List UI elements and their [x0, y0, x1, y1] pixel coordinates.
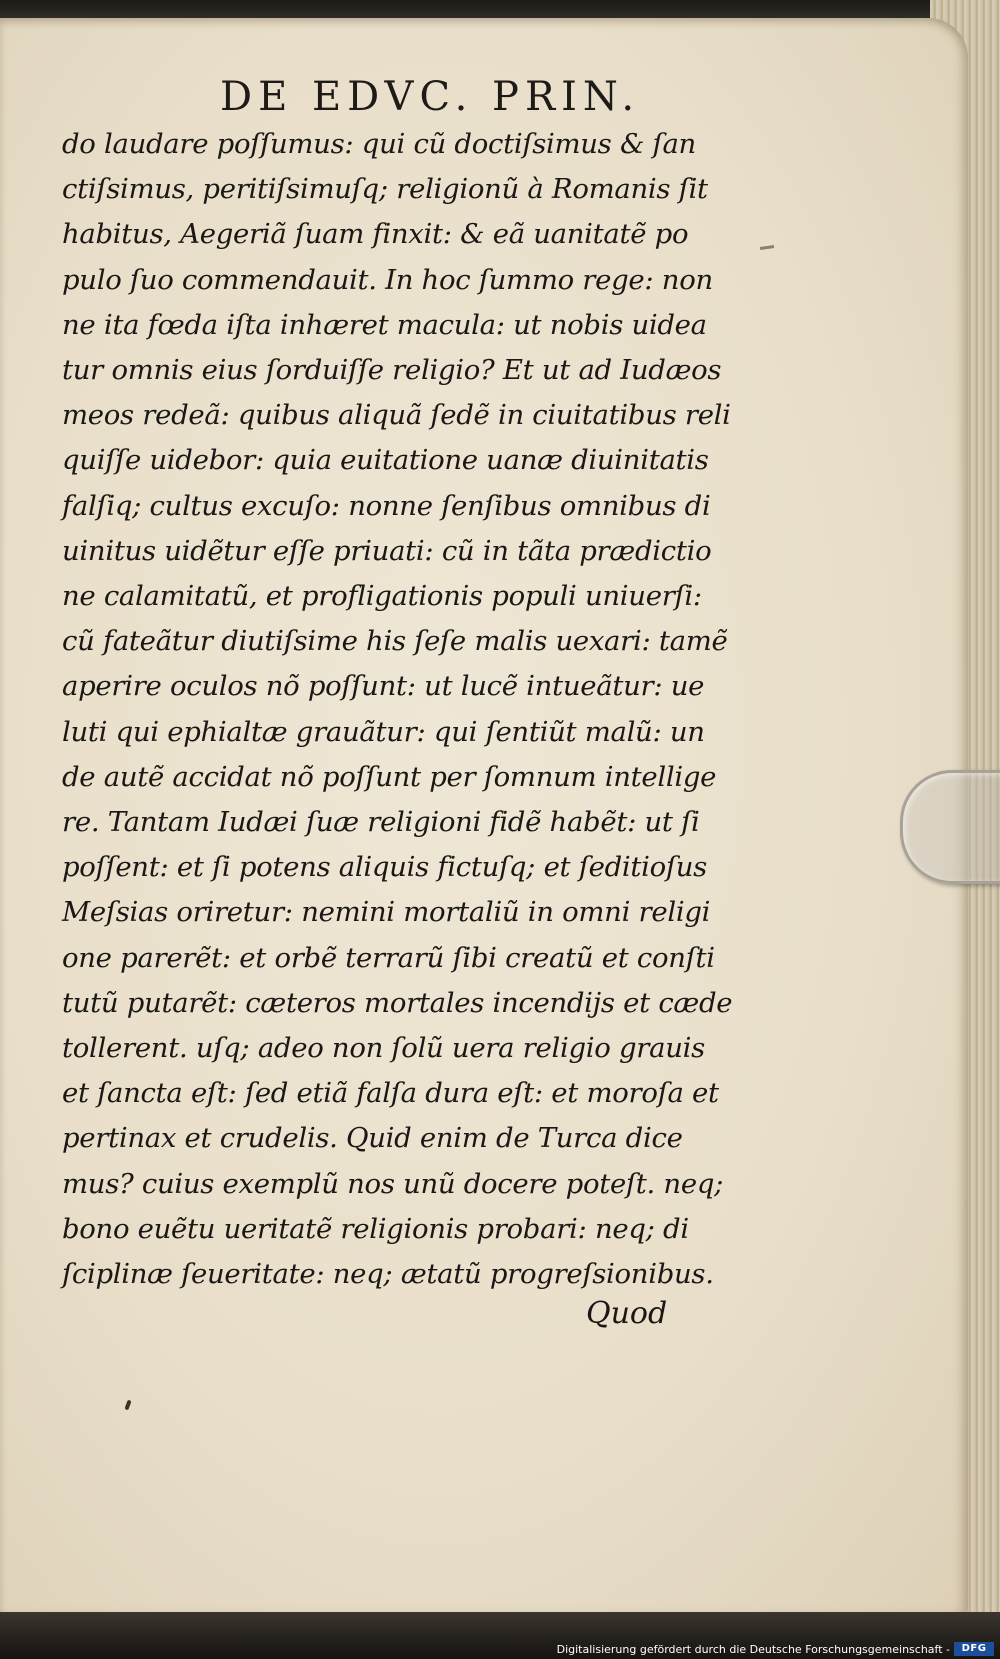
text-line: pertinax et crudelis. Quid enim de Turca dice [62, 1122, 683, 1155]
text-line: ne ita fœda iſta inhæret macula: ut nobis uidea [62, 308, 707, 341]
text-line: ſciplinæ ſeueritate: neq; ætatũ progreſsionibus. [62, 1258, 714, 1291]
text-line: ctiſsimus, peritiſsimuſq; religionũ à Romanis ſit [62, 173, 708, 206]
digitization-credit: Digitalisierung gefördert durch die Deutsche Forschungsgemeinschaft - [556, 1643, 950, 1656]
text-line: meos redeã: quibus aliquã ſedẽ in ciuitatibus reli [62, 399, 731, 432]
text-line: falſiq; cultus excuſo: nonne ſenſibus omnibus di [62, 489, 711, 522]
text-line: habitus, Aegeriã ſuam finxit: & eã uanitatẽ po [62, 218, 689, 251]
text-line: luti qui ephialtæ grauãtur: qui ſentiũt malũ: un [62, 715, 705, 748]
text-line: poſſent: et ſi potens aliquis fictuſq; et ſeditioſus [62, 851, 707, 884]
text-line: re. Tantam Iudæi ſuæ religioni fidẽ habẽt: ut ſi [62, 806, 700, 839]
text-line: mus? cuius exemplũ nos unũ docere poteſt. neq; [62, 1167, 724, 1200]
page-clip [900, 770, 1000, 884]
text-line: one parerẽt: et orbẽ terrarũ ſibi creatũ et conſti [62, 941, 715, 974]
text-line: tollerent. uſq; adeo non ſolũ uera religio grauis [62, 1032, 705, 1065]
text-line: quiſſe uidebor: quia euitatione uanæ diuinitatis [62, 444, 709, 477]
text-line: et ſancta eſt: ſed etiã falſa dura eſt: et moroſa et [62, 1077, 719, 1110]
text-line: tutũ putarẽt: cæteros mortales incendijs et cæde [62, 986, 733, 1019]
dfg-logo-icon: DFG [954, 1642, 994, 1656]
text-line: aperire oculos nõ poſſunt: ut lucẽ intueãtur: ue [62, 670, 705, 703]
text-line: do laudare poſſumus: qui cũ doctiſsimus & ſan [62, 128, 696, 160]
text-line: cũ fateãtur diutiſsime his ſeſe malis uexari: tamẽ [62, 625, 728, 658]
text-line: tur omnis eius ſorduiſſe religio? Et ut ad Iudæos [62, 354, 722, 387]
text-line: ne calamitatũ, et profligationis populi uniuerſi: [62, 580, 702, 613]
text-line: uinitus uidẽtur eſſe priuati: cũ in tãta prædictio [62, 534, 712, 567]
body-text [62, 122, 733, 1297]
catchword: Quod [586, 1296, 668, 1331]
text-line: pulo ſuo commendauit. In hoc ſummo rege: non [62, 263, 713, 296]
text-line: bono euẽtu ueritatẽ religionis probari: neq; di [62, 1212, 689, 1245]
text-line: Meſsias oriretur: nemini mortaliũ in omni religi [62, 896, 711, 929]
running-head: DE EDVC. PRIN. [220, 74, 641, 120]
text-line: de autẽ accidat nõ poſſunt per ſomnum intellige [62, 760, 717, 793]
